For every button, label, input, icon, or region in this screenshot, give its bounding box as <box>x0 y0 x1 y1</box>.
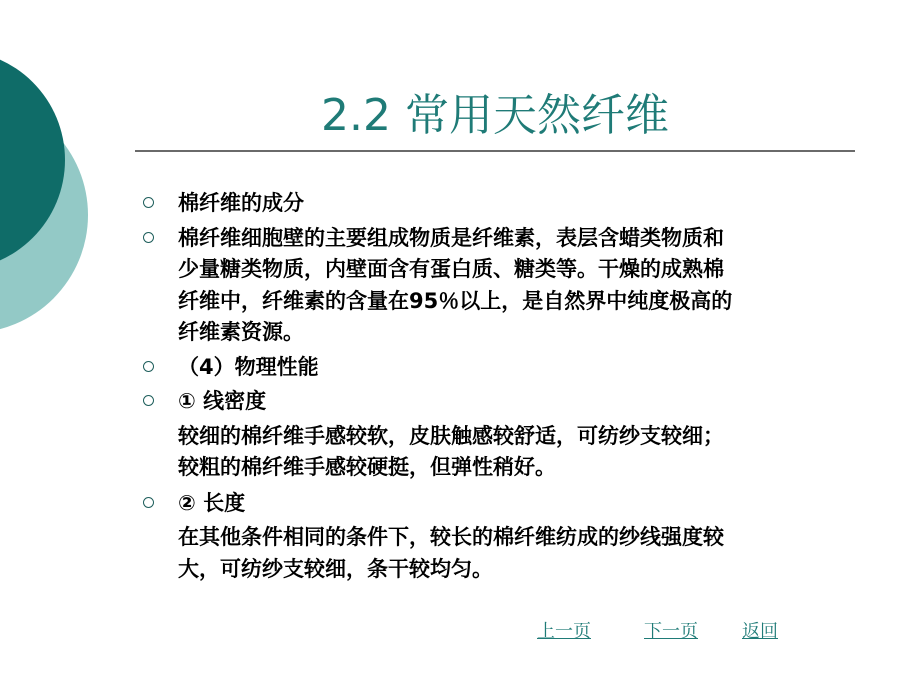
circle-bullet-icon <box>143 395 154 406</box>
circle-bullet-icon <box>143 232 154 243</box>
bullet-line: 棉纤维细胞壁的主要组成物质是纤维素，表层含蜡类物质和 <box>178 225 724 250</box>
detail-line: 大，可纺纱支较细，条干较均匀。 <box>178 556 493 581</box>
bullet-list <box>140 188 860 589</box>
circle-bullet-icon <box>143 197 154 208</box>
detail-line: 较细的棉纤维手感较软，皮肤触感较舒适，可纺纱支较细； <box>178 423 724 448</box>
bullet-item <box>140 352 860 384</box>
bullet-item <box>140 386 860 418</box>
back-link[interactable]: 返回 <box>742 621 778 642</box>
bullet-item <box>140 223 860 349</box>
detail-line: 在其他条件相同的条件下，较长的棉纤维纺成的纱线强度较 <box>178 525 724 549</box>
circle-bullet-icon <box>143 497 154 508</box>
bullet-line: 少量糖类物质，内壁面含有蛋白质、糖类等。干燥的成熟棉 <box>178 257 724 281</box>
bullet-text: （4）物理性能 <box>178 354 319 379</box>
next-page-link[interactable]: 下一页 <box>644 621 698 642</box>
bullet-text: ② 长度 <box>178 490 246 515</box>
slide-title: 2.2 常用天然纤维 <box>321 90 669 141</box>
bullet-detail <box>140 522 860 585</box>
bullet-item <box>140 188 860 220</box>
prev-page-link[interactable]: 上一页 <box>537 621 591 642</box>
bullet-detail <box>140 421 860 484</box>
bullet-text: ① 线密度 <box>178 389 267 413</box>
circle-bullet-icon <box>143 361 154 372</box>
bullet-line: 纤维中，纤维素的含量在95％以上，是自然界中纯度极高的 <box>178 288 733 313</box>
detail-line: 较粗的棉纤维手感较硬挺，但弹性稍好。 <box>178 455 556 479</box>
bullet-text: 棉纤维的成分 <box>178 191 304 215</box>
bullet-item <box>140 488 860 520</box>
bullet-line: 纤维素资源。 <box>178 320 304 344</box>
title-divider <box>135 150 855 152</box>
